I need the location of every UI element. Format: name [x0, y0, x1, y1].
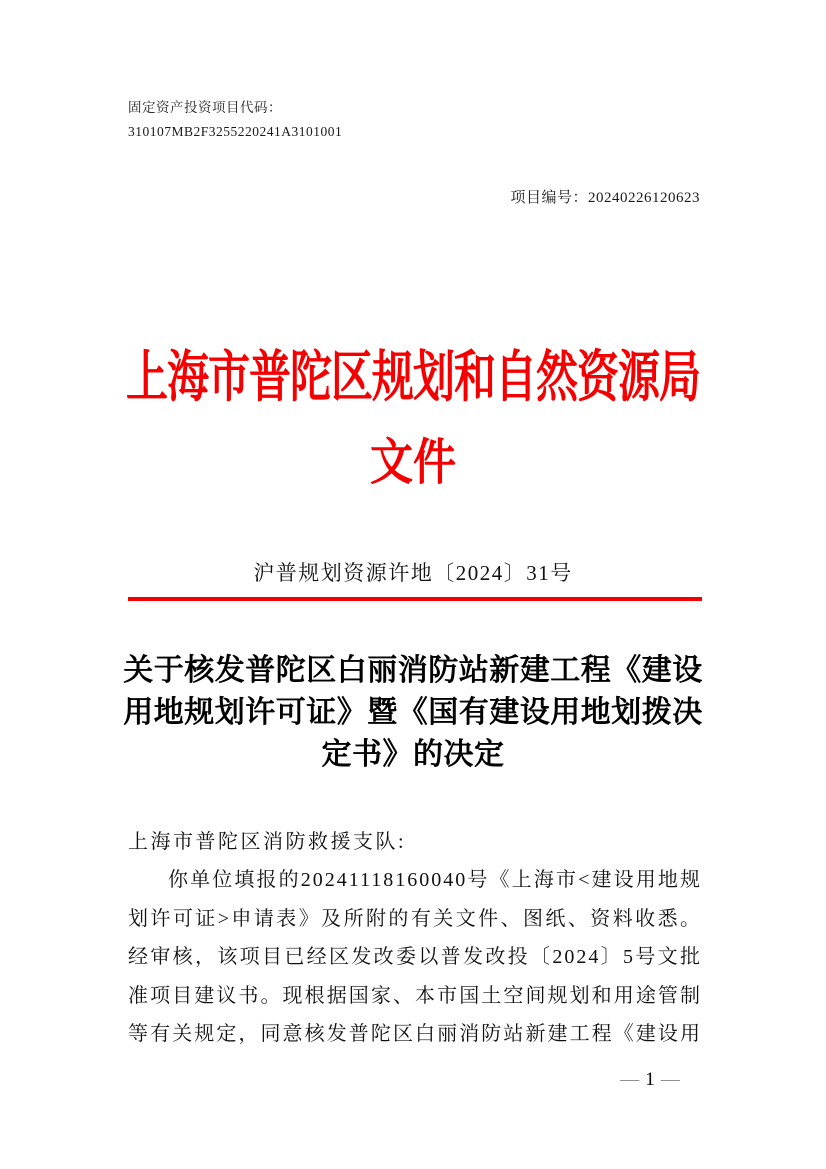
document-title-line-2: 用地规划许可证》暨《国有建设用地划拨决: [123, 696, 703, 729]
project-code-label: 固定资产投资项目代码：: [128, 100, 282, 115]
body-text-line: 你单位填报的20241118160040号《上海市<建设用地规: [168, 869, 702, 892]
project-code-value: 310107MB2F3255220241A3101001: [128, 124, 343, 139]
doc-type-text: 文件: [370, 436, 456, 491]
body-text-line: 划许可证>申请表》及所附的有关文件、图纸、资料收悉。: [128, 907, 702, 930]
salutation-line: 上海市普陀区消防救援支队:: [128, 831, 407, 853]
project-number-value: 20240226120623: [588, 190, 700, 206]
agency-name-text: 上海市普陀区规划和自然资源局: [125, 348, 700, 410]
page-number-footer: [575, 1068, 725, 1092]
page-number-value: 1: [645, 1069, 655, 1090]
document-title-line-3: 定书》的决定: [321, 738, 505, 771]
agency-masthead-name: [0, 340, 826, 418]
document-title: [120, 650, 706, 776]
document-reference-number: 沪普规划资源许地〔2024〕31号: [253, 561, 573, 585]
body-text-line: 准项目建议书。现根据国家、本市国土空间规划和用途管制: [128, 984, 702, 1007]
body-text-line: 等有关规定，同意核发普陀区白丽消防站新建工程《建设用: [128, 1023, 702, 1046]
page-number-dash-right: —: [660, 1069, 680, 1090]
document-title-line-1: 关于核发普陀区白丽消防站新建工程《建设: [123, 654, 703, 687]
project-code-block: [128, 96, 342, 144]
project-number-label: 项目编号：: [510, 190, 588, 206]
body-text-line: 经审核，该项目已经区发改委以普发改投〔2024〕5号文批: [128, 946, 702, 969]
project-number-line: [510, 186, 700, 207]
page-number-dash-left: —: [620, 1069, 640, 1090]
document-body: [128, 823, 702, 1053]
agency-masthead-doc-type: [0, 428, 826, 500]
red-divider-rule: [128, 597, 702, 601]
